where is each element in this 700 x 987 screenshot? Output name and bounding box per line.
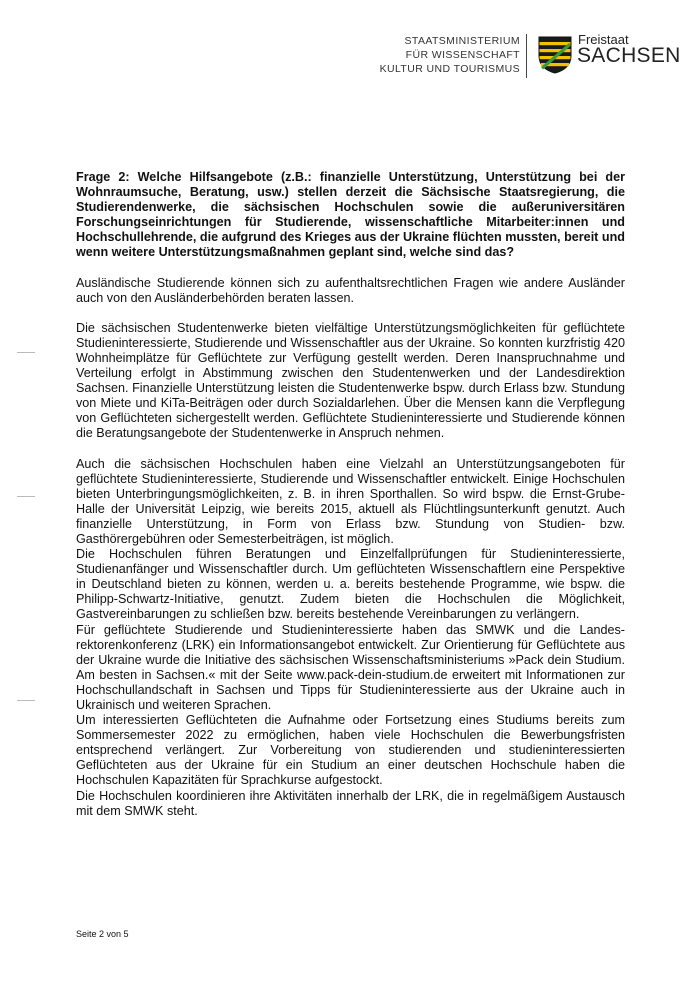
question-heading: Frage 2: Welche Hilfsangebote (z.B.: finanzielle Unterstützung, Unterstützung bei der Wohnraumsuche, Beratung, usw.) stellen derzeit die Sächsische Staatsregierung, die Studierendenwerke, die sächsischen Hochschulen sowie die außeruniversitären Forschungseinrichtungen für Studierende, wissenschaftliche Mitarbeiter:innen und Hochschullehrende, die aufgrund des Krieges aus der Ukraine flüchten mussten, bereit und wenn weitere Unterstützungsmaßnahmen geplant sind, welche sind das? [76,170,625,260]
paragraph: Um interessierten Geflüchteten die Aufnahme oder Fortsetzung eines Studiums bereits zum Sommersemester 2022 zu ermöglichen, haben viele Hochschulen die Bewerbungsfristen entsprechend verlängert. Zur Vorbereitung von studierenden und studieninteressierten Geflüchteten aus der Ukraine für ein Studium an einer deutschen Hochschule haben die Hochschulen Kapazitäten für Sprachkurse aufgestockt. [76,713,625,788]
ministry-line: FÜR WISSENSCHAFT [405,49,520,61]
page-number: Seite 2 von 5 [76,929,129,939]
paragraph: Die Hochschulen führen Beratungen und Einzelfallprüfungen für Studieninteressierte, Studienanfänger und Wissenschaftler durch. Um geflüchteten Wissenschaftlern eine Perspektive in Deutschland bieten zu können, werden u. a. bereits bestehende Programme, wie bspw. die Philipp-Schwartz-Initiative, genutzt. Zudem bieten die Hochschulen die Möglichkeit, Gastvereinbarungen zu schließen bzw. bereits bestehende Vereinbarungen zu verlängern. [76,547,625,622]
paragraph: Für geflüchtete Studierende und Studieninteressierte haben das SMWK und die Landesrektorenkonferenz (LRK) ein Informationsangebot entwickelt. Zur Orientierung für Geflüchtete aus der Ukraine wurde die Initiative des sächsischen Wissenschaftsministeriums »Pack dein Studium. Am besten in Sachsen.« mit der Seite www.pack-dein-studium.de erweitert mit Informationen zur Hochschullandschaft in Sachsen und Tipps für Studieninteressierte aus der Ukraine auch in Ukrainisch und weiteren Sprachen. [76,622,625,712]
ministry-line: KULTUR UND TOURISMUS [379,63,520,75]
margin-mark [17,496,35,497]
margin-mark [17,352,35,353]
document-body [76,170,625,819]
ministry-line: STAATSMINISTERIUM [404,35,520,47]
paragraph: Die sächsischen Studentenwerke bieten vielfältige Unterstützungsmöglichkeiten für geflüchtete Studieninteressierte, Studierende und Wissenschaftler aus der Ukraine. So konnten kurzfristig 420 Wohnheimplätze für Geflüchtete zur Verfügung gestellt werden. Deren Inanspruchnahme und Verteilung erfolgt in Abstimmung zwischen den Studentenwerken und der Landesdirektion Sachsen. Finanzielle Unterstützung leisten die Studentenwerke bspw. durch Erlass bzw. Stundung von Miete und KiTa-Beiträgen oder durch Sozialdarlehen. Über die Mensen kann die Verpflegung von Geflüchteten sichergestellt werden. Geflüchtete Studieninteressierte und Studierende können die Beratungsangebote der Studentenwerke in Anspruch nehmen. [76,320,625,441]
paragraph: Auch die sächsischen Hochschulen haben eine Vielzahl an Unterstützungsangeboten für geflüchtete Studieninteressierte, Studierende und Wissenschaftler entwickelt. Einige Hochschulen bieten Unterbringungsmöglichkeiten, z. B. in ihren Sporthallen. So wird bspw. die Ernst-Grube-Halle der Universität Leipzig, wie bereits 2015, aktuell als Flüchtlingsunterkunft genutzt. Auch finanzielle Unterstützung, in Form von Erlass bzw. Stundung von Studien- bzw. Gasthörergebühren oder Semesterbeiträgen, ist möglich. [76,456,625,546]
saxony-coat-of-arms-icon [538,36,572,74]
freistaat-label: Freistaat [578,32,629,47]
paragraph: Ausländische Studierende können sich zu aufenthaltsrechtlichen Fragen wie andere Ausländer auch von den Ausländerbehörden beraten lassen. [76,275,625,305]
margin-mark [17,700,35,701]
paragraph: Die Hochschulen koordinieren ihre Aktivitäten innerhalb der LRK, die in regelmäßigem Austausch mit dem SMWK steht. [76,788,625,818]
header-divider [526,34,527,78]
sachsen-label: SACHSEN [577,44,681,67]
ministry-name [380,34,520,76]
